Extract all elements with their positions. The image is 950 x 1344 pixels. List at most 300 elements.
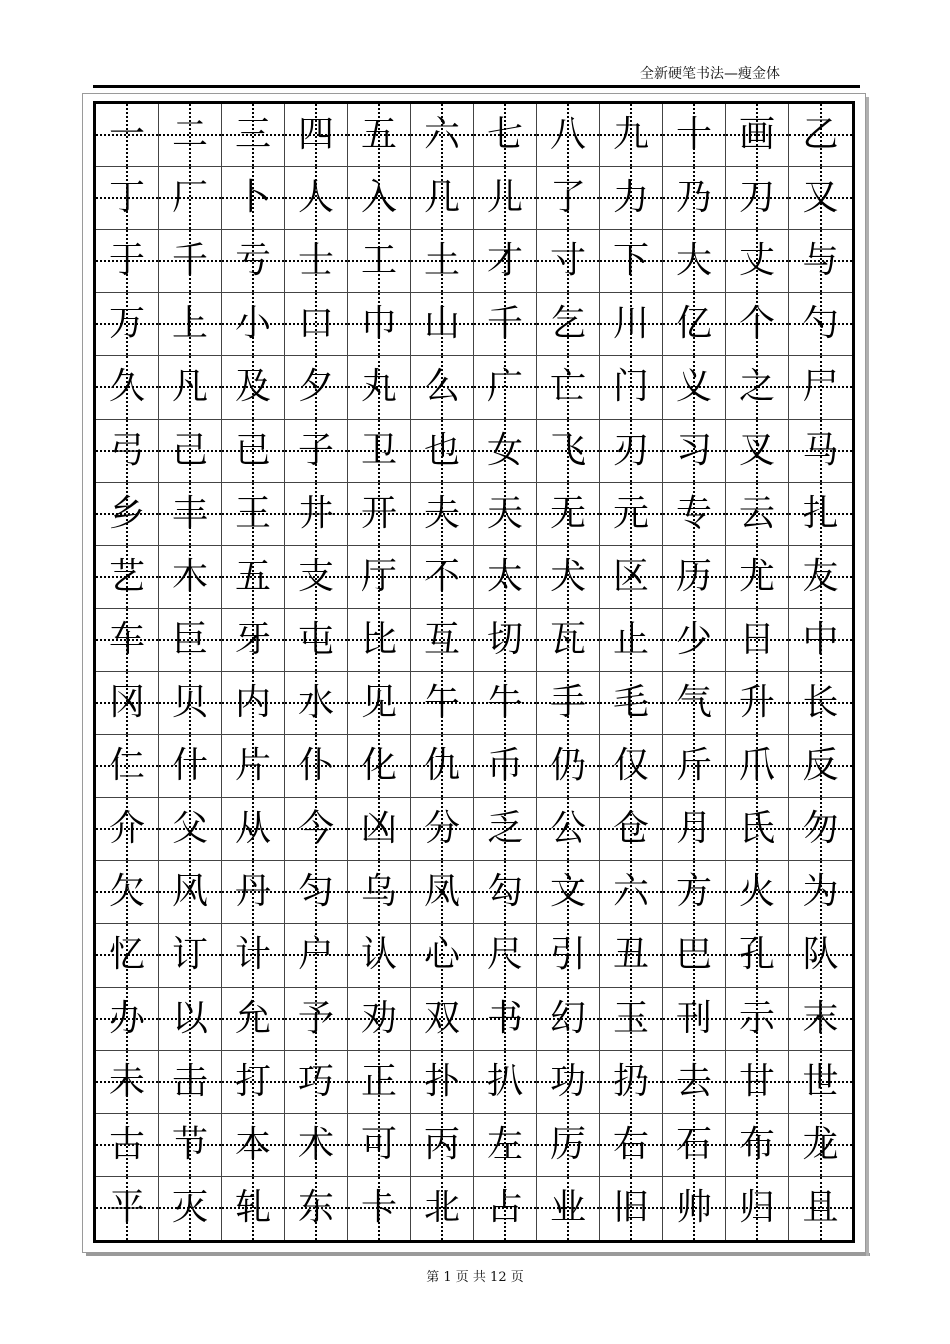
- grid-cell: [96, 672, 159, 735]
- character: 扑: [423, 1060, 460, 1102]
- grid-cell: [96, 609, 159, 672]
- grid-cell: [600, 988, 663, 1051]
- character: 互: [423, 618, 460, 660]
- character: 寸: [549, 240, 586, 282]
- grid-cell: [159, 988, 222, 1051]
- grid-cell: [159, 420, 222, 483]
- grid-cell: [537, 735, 600, 798]
- grid-cell: [159, 672, 222, 735]
- grid-cell: [726, 735, 789, 798]
- character: 旧: [612, 1187, 649, 1229]
- grid-cell: [600, 735, 663, 798]
- character: 玉: [612, 997, 649, 1039]
- character: 与: [802, 240, 839, 282]
- character: 九: [612, 114, 649, 156]
- character: 化: [360, 745, 397, 787]
- character: 艺: [108, 555, 145, 597]
- grid-cell: [348, 1051, 411, 1114]
- character: 牛: [486, 682, 523, 724]
- grid-cell: [726, 356, 789, 419]
- character: 以: [171, 997, 208, 1039]
- character: 凶: [360, 808, 397, 850]
- grid-cell: [474, 609, 537, 672]
- grid-cell: [222, 798, 285, 861]
- grid-cell: [96, 230, 159, 293]
- grid-cell: [537, 1177, 600, 1240]
- grid-cell: [789, 798, 852, 861]
- grid-cell: [600, 546, 663, 609]
- character: 从: [234, 808, 271, 850]
- grid-cell: [789, 1177, 852, 1240]
- character: 业: [549, 1187, 586, 1229]
- grid-cell: [96, 483, 159, 546]
- character: 卫: [360, 429, 397, 471]
- grid-cell: [159, 546, 222, 609]
- grid-cell: [474, 483, 537, 546]
- character: 弓: [108, 429, 145, 471]
- character: 犬: [549, 555, 586, 597]
- grid-cell: [537, 988, 600, 1051]
- grid-cell: [348, 861, 411, 924]
- grid-cell: [789, 293, 852, 356]
- grid-cell: [600, 798, 663, 861]
- character: 本: [234, 1123, 271, 1165]
- grid-cell: [222, 672, 285, 735]
- character: 未: [108, 1060, 145, 1102]
- character: 乞: [549, 303, 586, 345]
- character: 儿: [486, 177, 523, 219]
- character: 厅: [360, 555, 397, 597]
- grid-cell: [222, 167, 285, 230]
- character: 公: [549, 808, 586, 850]
- character: 区: [612, 555, 649, 597]
- character: 元: [612, 492, 649, 534]
- grid-cell: [411, 672, 474, 735]
- grid-cell: [600, 293, 663, 356]
- character: 比: [360, 618, 397, 660]
- character: 巴: [675, 934, 712, 976]
- character: 为: [802, 871, 839, 913]
- grid-cell: [159, 483, 222, 546]
- character: 凤: [423, 871, 460, 913]
- character: 反: [802, 745, 839, 787]
- character: 上: [171, 303, 208, 345]
- character: 乃: [675, 177, 712, 219]
- character: 仅: [612, 745, 649, 787]
- grid-cell: [789, 735, 852, 798]
- grid-cell: [96, 356, 159, 419]
- grid-cell: [96, 546, 159, 609]
- character: 打: [234, 1060, 271, 1102]
- grid-cell: [285, 672, 348, 735]
- character: 幻: [549, 997, 586, 1039]
- grid-cell: [537, 861, 600, 924]
- character: 升: [738, 682, 775, 724]
- character: 手: [549, 682, 586, 724]
- grid-cell: [96, 1177, 159, 1240]
- grid-cell: [348, 546, 411, 609]
- grid-cell: [285, 230, 348, 293]
- grid-cell: [537, 1114, 600, 1177]
- character: 欠: [108, 871, 145, 913]
- character: 大: [675, 240, 712, 282]
- grid-cell: [789, 546, 852, 609]
- character: 示: [738, 997, 775, 1039]
- character: 人: [297, 177, 334, 219]
- character: 毛: [612, 682, 649, 724]
- grid-cell: [159, 735, 222, 798]
- grid-cell: [222, 230, 285, 293]
- character: 功: [549, 1060, 586, 1102]
- grid-cell: [789, 1114, 852, 1177]
- character: 什: [171, 745, 208, 787]
- character: 友: [802, 555, 839, 597]
- character: 扎: [802, 492, 839, 534]
- grid-cell: [222, 420, 285, 483]
- grid-cell: [663, 1114, 726, 1177]
- grid-cell: [411, 420, 474, 483]
- character: 布: [738, 1123, 775, 1165]
- grid-cell: [222, 293, 285, 356]
- character: 支: [297, 555, 334, 597]
- character: 办: [108, 997, 145, 1039]
- character: 卡: [360, 1187, 397, 1229]
- grid-cell: [474, 1051, 537, 1114]
- character: 且: [802, 1187, 839, 1229]
- grid-cell: [537, 104, 600, 167]
- character: 忆: [108, 934, 145, 976]
- character: 节: [171, 1123, 208, 1165]
- grid-cell: [537, 293, 600, 356]
- grid-cell: [411, 798, 474, 861]
- character: 尤: [738, 555, 775, 597]
- character: 夫: [423, 492, 460, 534]
- grid-cell: [222, 546, 285, 609]
- grid-cell: [663, 104, 726, 167]
- character: 义: [675, 366, 712, 408]
- grid-cell: [348, 230, 411, 293]
- character: 左: [486, 1123, 523, 1165]
- character: 击: [171, 1060, 208, 1102]
- grid-cell: [96, 167, 159, 230]
- character: 十: [675, 114, 712, 156]
- character: 巧: [297, 1060, 334, 1102]
- grid-cell: [537, 672, 600, 735]
- character: 术: [297, 1123, 334, 1165]
- character: 允: [234, 997, 271, 1039]
- grid-cell: [789, 609, 852, 672]
- character: 日: [738, 618, 775, 660]
- grid-cell: [474, 356, 537, 419]
- grid-cell: [348, 167, 411, 230]
- grid-cell: [348, 798, 411, 861]
- grid-cell: [789, 483, 852, 546]
- grid-cell: [96, 420, 159, 483]
- character: 气: [675, 682, 712, 724]
- character: 力: [612, 177, 649, 219]
- grid-cell: [411, 546, 474, 609]
- character: 平: [108, 1187, 145, 1229]
- character: 专: [675, 492, 712, 534]
- grid-cell: [474, 546, 537, 609]
- grid-cell: [348, 924, 411, 987]
- grid-cell: [537, 483, 600, 546]
- character: 屯: [297, 618, 334, 660]
- character: 灭: [171, 1187, 208, 1229]
- character: 丙: [423, 1123, 460, 1165]
- grid-cell: [285, 924, 348, 987]
- character: 个: [738, 303, 775, 345]
- grid-cell: [663, 988, 726, 1051]
- grid-cell: [474, 1114, 537, 1177]
- character: 子: [297, 429, 334, 471]
- grid-cell: [726, 1051, 789, 1114]
- grid-cell: [159, 1114, 222, 1177]
- character: 丹: [234, 871, 271, 913]
- grid-cell: [600, 924, 663, 987]
- character: 王: [234, 492, 271, 534]
- character: 心: [423, 934, 460, 976]
- grid-cell: [285, 104, 348, 167]
- character: 甘: [738, 1060, 775, 1102]
- character: 千: [486, 303, 523, 345]
- character: 内: [234, 682, 271, 724]
- character: 厉: [549, 1123, 586, 1165]
- grid-cell: [285, 1051, 348, 1114]
- character: 刀: [738, 177, 775, 219]
- grid-cell: [348, 672, 411, 735]
- grid-cell: [474, 672, 537, 735]
- grid-cell: [348, 420, 411, 483]
- grid-cell: [96, 104, 159, 167]
- character: 帅: [675, 1187, 712, 1229]
- character: 爪: [738, 745, 775, 787]
- grid-cell: [789, 420, 852, 483]
- grid-cell: [789, 924, 852, 987]
- grid-cell: [726, 672, 789, 735]
- grid-cell: [285, 167, 348, 230]
- grid-cell: [222, 483, 285, 546]
- character: 乌: [360, 871, 397, 913]
- grid-cell: [726, 798, 789, 861]
- character: 木: [171, 555, 208, 597]
- character: 万: [108, 303, 145, 345]
- grid-cell: [663, 735, 726, 798]
- grid-cell: [663, 293, 726, 356]
- character: 么: [423, 366, 460, 408]
- grid-cell: [663, 798, 726, 861]
- character: 不: [423, 555, 460, 597]
- grid-cell: [789, 230, 852, 293]
- character: 丰: [171, 492, 208, 534]
- character: 了: [549, 177, 586, 219]
- character: 开: [360, 492, 397, 534]
- grid-cell: [537, 798, 600, 861]
- grid-cell: [789, 167, 852, 230]
- grid-cell: [348, 104, 411, 167]
- character: 八: [549, 114, 586, 156]
- character: 扔: [612, 1060, 649, 1102]
- grid-cell: [789, 356, 852, 419]
- character: 归: [738, 1187, 775, 1229]
- grid-cell: [285, 420, 348, 483]
- grid-cell: [537, 1051, 600, 1114]
- character: 仁: [108, 745, 145, 787]
- character: 历: [675, 555, 712, 597]
- grid-cell: [222, 861, 285, 924]
- grid-cell: [537, 230, 600, 293]
- character: 巨: [171, 618, 208, 660]
- character: 轧: [234, 1187, 271, 1229]
- character: 计: [234, 934, 271, 976]
- grid-cell: [285, 546, 348, 609]
- grid-cell: [348, 1177, 411, 1240]
- character: 于: [108, 240, 145, 282]
- grid-cell: [411, 735, 474, 798]
- character: 龙: [802, 1123, 839, 1165]
- grid-cell: [600, 483, 663, 546]
- character: 土: [423, 240, 460, 282]
- grid-cell: [96, 988, 159, 1051]
- grid-cell: [663, 924, 726, 987]
- character: 匀: [297, 871, 334, 913]
- character: 风: [171, 871, 208, 913]
- grid-cell: [537, 167, 600, 230]
- grid-cell: [600, 861, 663, 924]
- header-rule: [93, 85, 860, 88]
- grid-cell: [96, 735, 159, 798]
- character: 己: [171, 429, 208, 471]
- grid-cell: [159, 1177, 222, 1240]
- grid-cell: [285, 609, 348, 672]
- character: 可: [360, 1123, 397, 1165]
- grid-cell: [285, 356, 348, 419]
- grid-cell: [411, 104, 474, 167]
- grid-cell: [159, 861, 222, 924]
- grid-cell: [348, 1114, 411, 1177]
- grid-cell: [159, 609, 222, 672]
- character: 三: [234, 114, 271, 156]
- grid-cell: [600, 167, 663, 230]
- character: 月: [675, 808, 712, 850]
- character: 少: [675, 618, 712, 660]
- grid-cell: [222, 356, 285, 419]
- grid-cell: [726, 1177, 789, 1240]
- grid-cell: [726, 104, 789, 167]
- grid-cell: [159, 293, 222, 356]
- grid-cell: [663, 483, 726, 546]
- grid-cell: [726, 420, 789, 483]
- grid-cell: [411, 167, 474, 230]
- character: 卜: [234, 177, 271, 219]
- character: 二: [171, 114, 208, 156]
- character: 士: [297, 240, 334, 282]
- character: 四: [297, 114, 334, 156]
- character: 飞: [549, 429, 586, 471]
- grid-cell: [411, 483, 474, 546]
- grid-cell: [726, 167, 789, 230]
- character: 七: [486, 114, 523, 156]
- grid-cell: [600, 104, 663, 167]
- character: 东: [297, 1187, 334, 1229]
- grid-cell: [537, 609, 600, 672]
- grid-cell: [411, 1177, 474, 1240]
- grid-cell: [96, 924, 159, 987]
- grid-cell: [663, 861, 726, 924]
- page-frame-shadow-bottom: [86, 1253, 870, 1256]
- character: 斤: [675, 745, 712, 787]
- grid-cell: [663, 546, 726, 609]
- grid-cell: [411, 988, 474, 1051]
- grid-cell: [348, 483, 411, 546]
- grid-cell: [474, 798, 537, 861]
- grid-cell: [663, 230, 726, 293]
- character: 父: [171, 808, 208, 850]
- grid-cell: [285, 735, 348, 798]
- character: 右: [612, 1123, 649, 1165]
- character: 币: [486, 745, 523, 787]
- character: 马: [802, 429, 839, 471]
- character: 乙: [802, 114, 839, 156]
- character: 之: [738, 366, 775, 408]
- character: 今: [297, 808, 334, 850]
- grid-cell: [663, 672, 726, 735]
- character: 五: [360, 114, 397, 156]
- character: 介: [108, 808, 145, 850]
- grid-cell: [789, 988, 852, 1051]
- character: 小: [234, 303, 271, 345]
- character: 世: [802, 1060, 839, 1102]
- character: 也: [423, 429, 460, 471]
- character: 户: [297, 934, 334, 976]
- character: 勺: [802, 303, 839, 345]
- grid-cell: [600, 356, 663, 419]
- grid-cell: [600, 1177, 663, 1240]
- character: 口: [297, 303, 334, 345]
- grid-cell: [663, 1177, 726, 1240]
- character: 片: [234, 745, 271, 787]
- character: 巾: [360, 303, 397, 345]
- grid-cell: [600, 420, 663, 483]
- grid-cell: [285, 988, 348, 1051]
- calligraphy-practice-grid: [93, 101, 855, 1243]
- grid-cell: [600, 1114, 663, 1177]
- grid-cell: [663, 167, 726, 230]
- character: 孔: [738, 934, 775, 976]
- character: 去: [675, 1060, 712, 1102]
- grid-cell: [411, 861, 474, 924]
- grid-cell: [222, 1177, 285, 1240]
- character: 丁: [108, 177, 145, 219]
- grid-cell: [789, 672, 852, 735]
- grid-cell: [96, 1114, 159, 1177]
- character: 仍: [549, 745, 586, 787]
- grid-cell: [789, 1051, 852, 1114]
- character: 太: [486, 555, 523, 597]
- grid-cell: [348, 356, 411, 419]
- character: 车: [108, 618, 145, 660]
- character: 瓦: [549, 618, 586, 660]
- grid-cell: [726, 483, 789, 546]
- grid-cell: [537, 356, 600, 419]
- character: 女: [486, 429, 523, 471]
- grid-cell: [222, 609, 285, 672]
- character: 北: [423, 1187, 460, 1229]
- character: 予: [297, 997, 334, 1039]
- grid-cell: [726, 988, 789, 1051]
- grid-cell: [663, 609, 726, 672]
- grid-cell: [726, 861, 789, 924]
